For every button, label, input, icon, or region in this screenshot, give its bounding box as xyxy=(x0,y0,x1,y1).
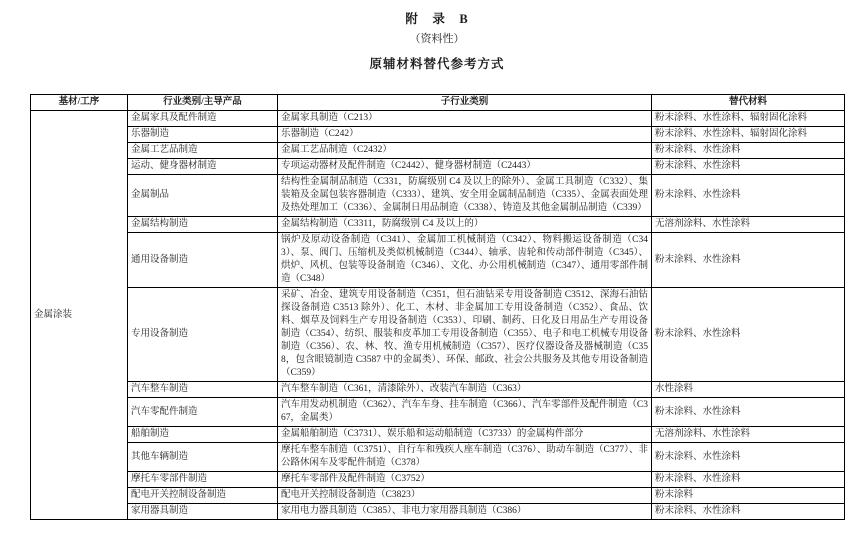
substitute-cell: 粉末涂料、水性涂料 xyxy=(652,143,845,159)
table-row xyxy=(31,127,845,143)
substitute-cell: 粉末涂料、水性涂料 xyxy=(652,443,845,472)
subcategory-cell: 金属船舶制造（C3731）、娱乐船和运动船制造（C3733）的金属构件部分 xyxy=(278,427,652,443)
header-substitute: 替代材料 xyxy=(652,95,845,111)
industry-cell: 配电开关控制设备制造 xyxy=(128,488,278,504)
table-row xyxy=(31,488,845,504)
industry-cell: 其他车辆制造 xyxy=(128,443,278,472)
subcategory-cell: 专项运动器材及配件制造（C2442）、健身器材制造（C2443） xyxy=(278,159,652,175)
substitute-cell: 粉末涂料、水性涂料 xyxy=(652,504,845,520)
header-industry: 行业类别/主导产品 xyxy=(128,95,278,111)
substitute-cell: 粉末涂料、水性涂料、辐射固化涂料 xyxy=(652,111,845,127)
industry-cell: 金属结构制造 xyxy=(128,217,278,233)
substitute-cell: 水性涂料 xyxy=(652,382,845,398)
table-row xyxy=(31,472,845,488)
substitute-cell: 无溶剂涂料、水性涂料 xyxy=(652,427,845,443)
appendix-type-label: （资料性） xyxy=(409,33,465,45)
subcategory-cell: 乐器制造（C242） xyxy=(278,127,652,143)
substitute-cell: 粉末涂料、水性涂料 xyxy=(652,398,845,427)
table-row xyxy=(31,427,845,443)
subcategory-cell: 汽车整车制造（C361，清漆除外）、改装汽车制造（C363） xyxy=(278,382,652,398)
industry-cell: 家用器具制造 xyxy=(128,504,278,520)
substrate-cell: 金属涂装 xyxy=(31,111,128,520)
industry-cell: 汽车整车制造 xyxy=(128,382,278,398)
header-subcategory: 子行业类别 xyxy=(278,95,652,111)
industry-cell: 汽车零配件制造 xyxy=(128,398,278,427)
industry-cell: 船舶制造 xyxy=(128,427,278,443)
industry-cell: 金属家具及配件制造 xyxy=(128,111,278,127)
table-row xyxy=(31,382,845,398)
substitute-cell: 粉末涂料、水性涂料 xyxy=(652,472,845,488)
subcategory-cell: 汽车用发动机制造（C362）、汽车车身、挂车制造（C366）、汽车零部件及配件制造（C367，金属类） xyxy=(278,398,652,427)
table-row xyxy=(31,159,845,175)
substitute-cell: 粉末涂料、水性涂料、辐射固化涂料 xyxy=(652,127,845,143)
substitute-cell: 粉末涂料 xyxy=(652,488,845,504)
table-row xyxy=(31,443,845,472)
industry-cell: 摩托车零部件制造 xyxy=(128,472,278,488)
document-title: 原辅材料替代参考方式 xyxy=(369,57,505,71)
industry-cell: 金属工艺品制造 xyxy=(128,143,278,159)
subcategory-cell: 锅炉及原动设备制造（C341）、金属加工机械制造（C342）、物料搬运设备制造（C343）、泵、阀门、压缩机及类似机械制造（C344）、轴承、齿轮和传动部件制造（C345）、烘炉、风机、包装等设备制造（C346）、文化、办公用机械制造（C347）、通用零部件制造（C348） xyxy=(278,233,652,288)
industry-cell: 运动、健身器材制造 xyxy=(128,159,278,175)
title-block xyxy=(30,9,844,72)
subcategory-cell: 摩托车整车制造（C3751）、自行车和残疾人座车制造（C376）、助动车制造（C377）、非公路休闲车及零配件制造（C378） xyxy=(278,443,652,472)
table-row xyxy=(31,398,845,427)
table-row xyxy=(31,217,845,233)
table-row xyxy=(31,111,845,127)
subcategory-cell: 金属结构制造（C3311，防腐级别 C4 及以上的） xyxy=(278,217,652,233)
table-row xyxy=(31,504,845,520)
subcategory-cell: 采矿、冶金、建筑专用设备制造（C351，但石油钻采专用设备制造 C3512、深海石油钻探设备制造 C3513 除外）、化工、木材、非金属加工专用设备制造（C352）、食品、饮料、烟草及饲料生产专用设备制造（C353）、印刷、制药、日化及日用品生产专用设备制造（C354）、纺织、服装和皮革加工专用设备制造（C355）、电子和电工机械专用设备制造（C356）、农、林、牧、渔专用机械制造（C357）、医疗仪器设备及器械制造（C358，包含眼镜制造 C3587 中的金属类）、环保、邮政、社会公共服务及其他专用设备制造（C359） xyxy=(278,288,652,382)
substitute-cell: 无溶剂涂料、水性涂料 xyxy=(652,217,845,233)
subcategory-cell: 结构性金属制品制造（C331，防腐级别 C4 及以上的除外）、金属工具制造（C332）、集装箱及金属包装容器制造（C333）、建筑、安全用金属制品制造（C335）、金属表面处理及热处理加工（C336）、金属制日用品制造（C338）、铸造及其他金属制品制造（C339） xyxy=(278,175,652,217)
substitute-cell: 粉末涂料、水性涂料 xyxy=(652,175,845,217)
subcategory-cell: 摩托车零部件及配件制造（C3752） xyxy=(278,472,652,488)
appendix-heading: 附 录 B xyxy=(405,12,469,26)
subcategory-cell: 金属工艺品制造（C2432） xyxy=(278,143,652,159)
substitute-cell: 粉末涂料、水性涂料 xyxy=(652,288,845,382)
table-row xyxy=(31,143,845,159)
industry-cell: 专用设备制造 xyxy=(128,288,278,382)
substitution-table xyxy=(30,94,845,520)
subcategory-cell: 金属家具制造（C213） xyxy=(278,111,652,127)
substitute-cell: 粉末涂料、水性涂料 xyxy=(652,159,845,175)
subcategory-cell: 配电开关控制设备制造（C3823） xyxy=(278,488,652,504)
industry-cell: 通用设备制造 xyxy=(128,233,278,288)
table-row xyxy=(31,175,845,217)
header-substrate: 基材/工序 xyxy=(31,95,128,111)
header-row xyxy=(31,95,845,111)
industry-cell: 金属制品 xyxy=(128,175,278,217)
table-row xyxy=(31,233,845,288)
subcategory-cell: 家用电力器具制造（C385）、非电力家用器具制造（C386） xyxy=(278,504,652,520)
table-row xyxy=(31,288,845,382)
substitute-cell: 粉末涂料、水性涂料 xyxy=(652,233,845,288)
industry-cell: 乐器制造 xyxy=(128,127,278,143)
